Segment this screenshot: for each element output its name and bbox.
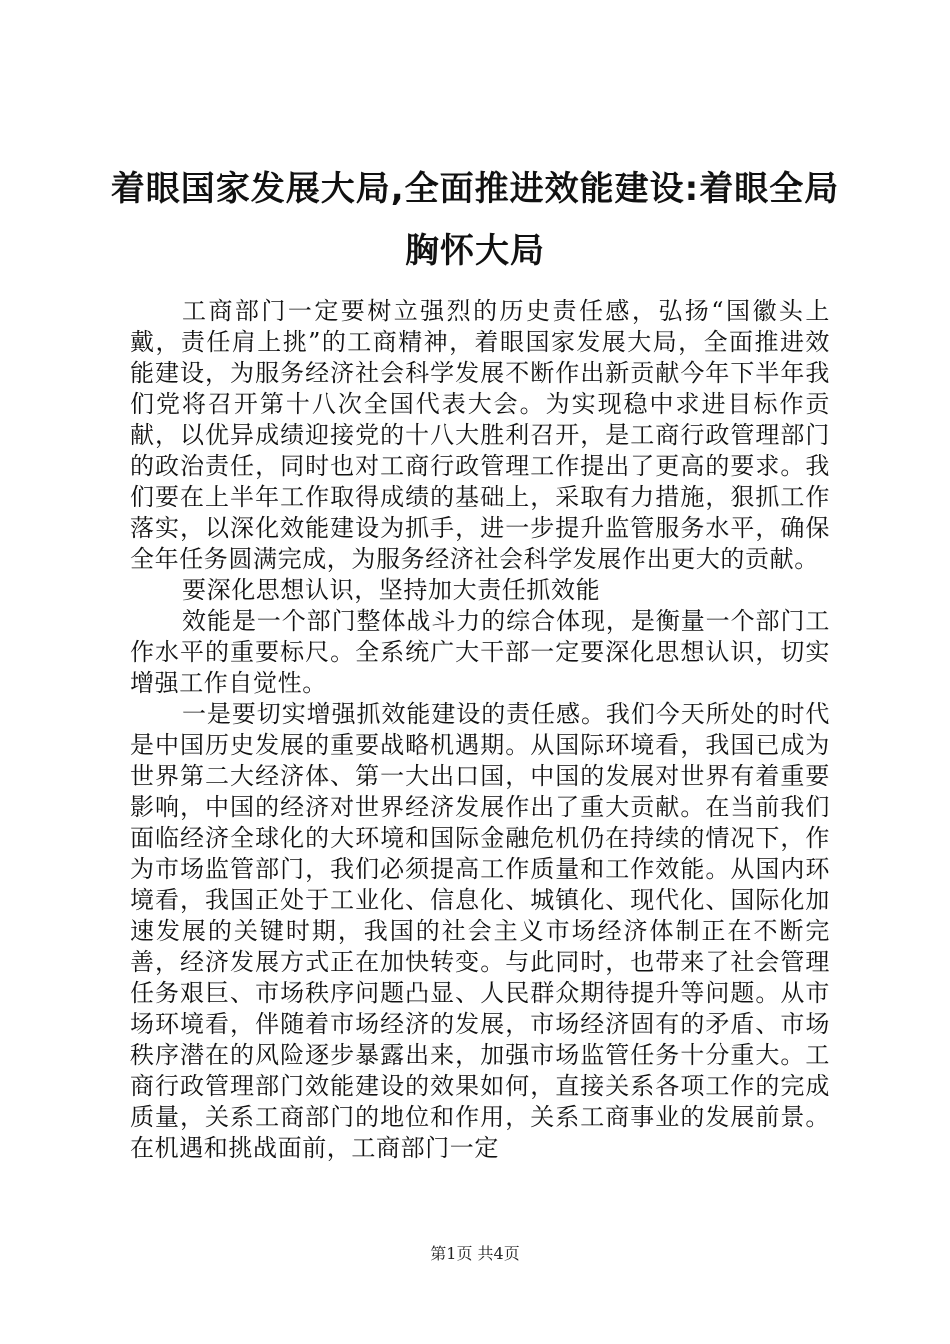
section-heading: 要深化思想认识，坚持加大责任抓效能	[182, 576, 601, 604]
document-body	[130, 296, 830, 1164]
paragraph-point-one: 一是要切实增强抓效能建设的责任感。我们今天所处的时代是中国历史发展的重要战略机遇期。从国际环境看，我国已成为世界第二大经济体、第一大出口国，中国的发展对世界有着重要影响，中国的经济对世界经济发展作出了重大贡献。在当前我们面临经济全球化的大环境和国际金融危机仍在持续的情况下，作为市场监管部门，我们必须提高工作质量和工作效能。从国内环境看，我国正处于工业化、信息化、城镇化、现代化、国际化加速发展的关键时期，我国的社会主义市场经济体制正在不断完善，经济发展方式正在加快转变。与此同时，也带来了社会管理任务艰巨、市场秩序问题凸显、人民群众期待提升等问题。从市场环境看，伴随着市场经济的发展，市场经济固有的矛盾、市场秩序潜在的风险逐步暴露出来，加强市场监管任务十分重大。工商行政管理部门效能建设的效果如何，直接关系各项工作的完成质量，关系工商部门的地位和作用，关系工商事业的发展前景。在机遇和挑战面前，工商部门一定	[130, 700, 830, 1162]
total-pages: 共4页	[477, 1244, 520, 1263]
document-title: 着眼国家发展大局,全面推进效能建设:着眼全局胸怀大局	[110, 169, 840, 271]
page-footer	[0, 1243, 950, 1265]
paragraph-efficiency: 效能是一个部门整体战斗力的综合体现，是衡量一个部门工作水平的重要标尺。全系统广大干部一定要深化思想认识，切实增强工作自觉性。	[130, 607, 830, 697]
paragraph-intro: 工商部门一定要树立强烈的历史责任感，弘扬“国徽头上戴，责任肩上挑”的工商精神，着眼国家发展大局，全面推进效能建设，为服务经济社会科学发展不断作出新贡献今年下半年我们党将召开第十八次全国代表大会。为实现稳中求进目标作贡献，以优异成绩迎接党的十八大胜利召开，是工商行政管理部门的政治责任，同时也对工商行政管理工作提出了更高的要求。我们要在上半年工作取得成绩的基础上，采取有力措施，狠抓工作落实，以深化效能建设为抓手，进一步提升监管服务水平，确保全年任务圆满完成，为服务经济社会科学发展作出更大的贡献。	[130, 297, 830, 573]
page-number: 第1页	[430, 1244, 473, 1263]
